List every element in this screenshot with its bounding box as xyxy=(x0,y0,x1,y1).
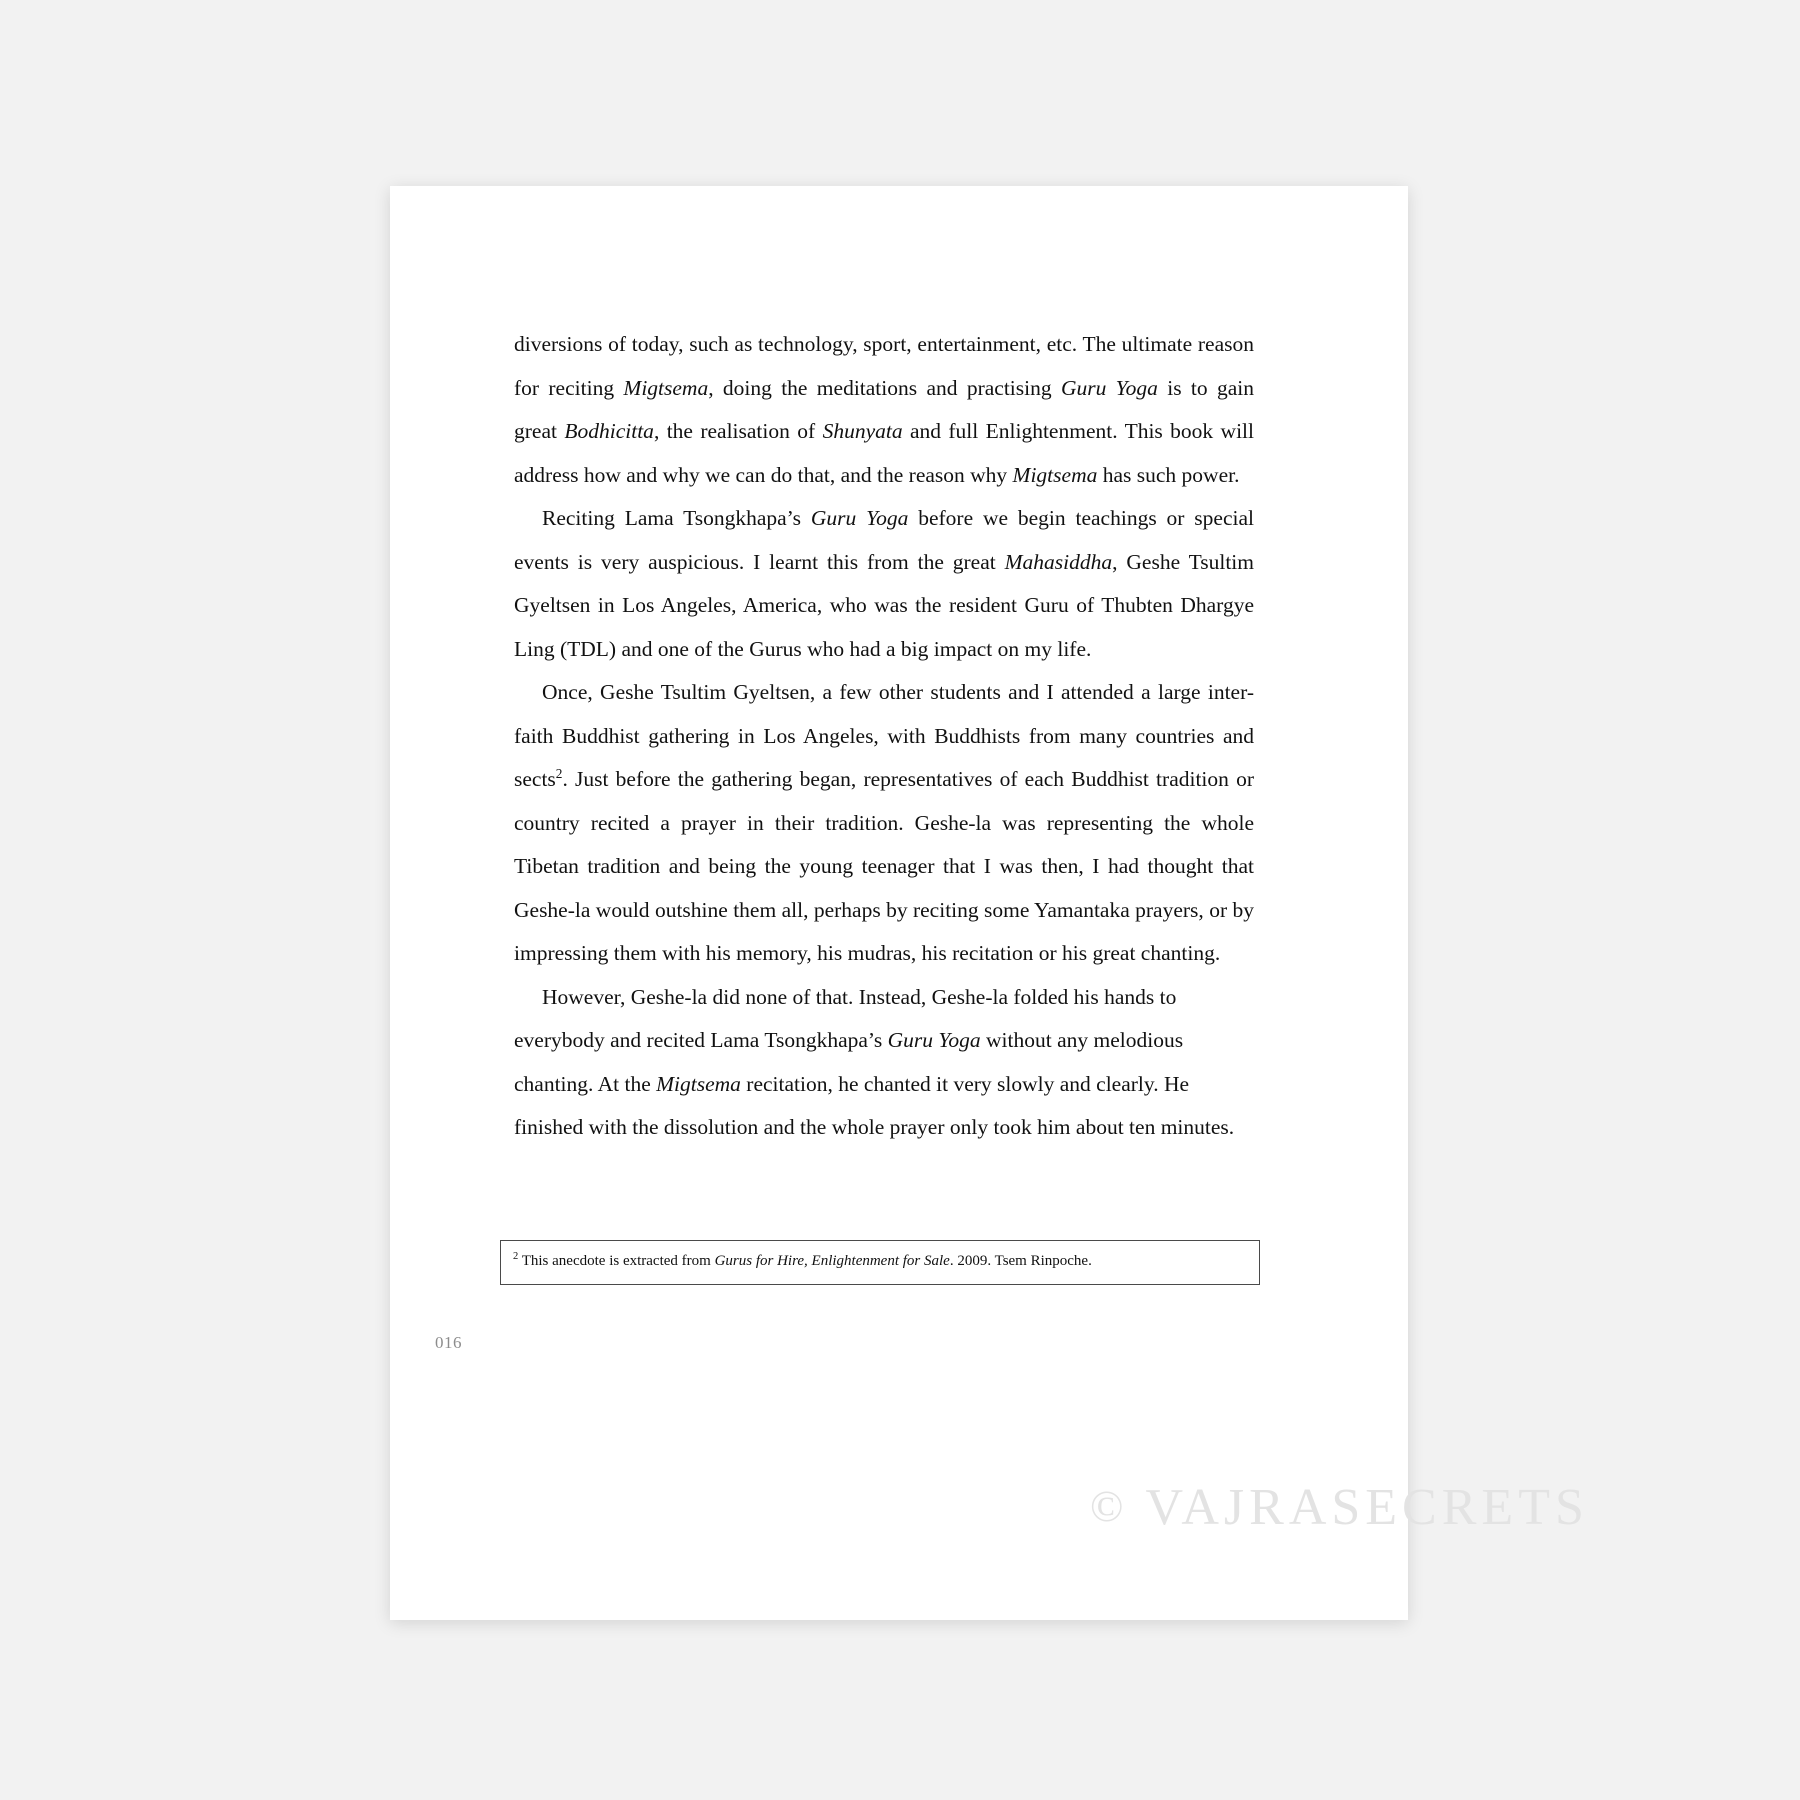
italic-term: Migtsema xyxy=(623,375,709,400)
text-run: recitation, he chanted it very slowly and clearly. He finished with the dissolution and the whole prayer only took him about ten minutes. xyxy=(514,1071,1235,1139)
watermark xyxy=(1090,1478,1589,1537)
text-run: This anecdote is extracted from xyxy=(518,1253,715,1269)
text-run: , doing the meditations and practising xyxy=(708,375,1061,400)
text-run: , Geshe Tsultim Gyeltsen in Los Angeles, America, who was the resident Guru of Thubten Dhargye Ling (TDL) and one of the Gurus who had a big impact on my life. xyxy=(514,549,1254,661)
footnote-text xyxy=(513,1250,1247,1273)
italic-term: Guru Yoga xyxy=(810,506,909,530)
footnote-box xyxy=(500,1240,1260,1285)
italic-term: Migtsema xyxy=(656,1071,741,1096)
text-run: without any melodious chanting. At the xyxy=(514,1028,1184,1096)
document-page xyxy=(390,186,1408,1620)
text-run: diversions of today, such as technology, sport, entertainment, etc. The ultimate reason for reciting xyxy=(514,332,1254,400)
text-run: . Just before the gathering began, representatives of each Buddhist tradition or country recited a prayer in their tradition. Geshe-la was representing the whole Tibetan tradition and being the young teenager that I was then, I had thought that Geshe-la would outshine them all, perhaps by reciting some Yamantaka prayers, or by impressing them with his memory, his mudras, his recitation or his great chanting. xyxy=(514,767,1254,965)
text-run: However, Geshe-la did none of that. Instead, Geshe-la folded his hands to everybody and recited Lama Tsongkhapa’s xyxy=(514,984,1177,1052)
text-run: is to gain great xyxy=(514,375,1254,443)
paragraph-1 xyxy=(514,323,1254,497)
italic-title: Gurus for Hire, Enlightenment for Sale xyxy=(714,1253,950,1269)
copyright-icon: © xyxy=(1090,1482,1129,1531)
italic-term: Mahasiddha xyxy=(1004,549,1113,574)
italic-term: Bodhicitta xyxy=(564,419,654,443)
footnote-reference: 2 xyxy=(555,765,563,781)
italic-term: Guru Yoga xyxy=(1060,375,1158,400)
italic-term: Shunyata xyxy=(822,419,903,443)
page-number: 016 xyxy=(435,1333,462,1352)
body-text-column xyxy=(514,323,1254,1150)
text-run: before we begin teachings or special events is very auspicious. I learnt this from the great xyxy=(514,506,1254,574)
text-run: and full Enlightenment. This book will address how and why we can do that, and the reason why xyxy=(514,419,1255,487)
paragraph-3 xyxy=(514,671,1254,976)
text-run: Once, Geshe Tsultim Gyeltsen, a few other students and I attended a large inter-faith Buddhist gathering in Los Angeles, with Buddhists from many countries and sects xyxy=(514,680,1254,791)
paragraph-4 xyxy=(514,976,1254,1150)
page-content xyxy=(390,186,1408,1620)
italic-term: Guru Yoga xyxy=(887,1028,981,1052)
text-run: . 2009. Tsem Rinpoche. xyxy=(949,1253,1092,1269)
footnote-marker: 2 xyxy=(513,1251,519,1262)
text-run: has such power. xyxy=(1097,462,1240,487)
watermark-text: VAJRASECRETS xyxy=(1145,1479,1589,1536)
paragraph-2 xyxy=(514,497,1254,671)
text-run: , the realisation of xyxy=(653,419,823,443)
text-run: Reciting Lama Tsongkhapa’s xyxy=(542,506,811,530)
italic-term: Migtsema xyxy=(1012,462,1098,487)
